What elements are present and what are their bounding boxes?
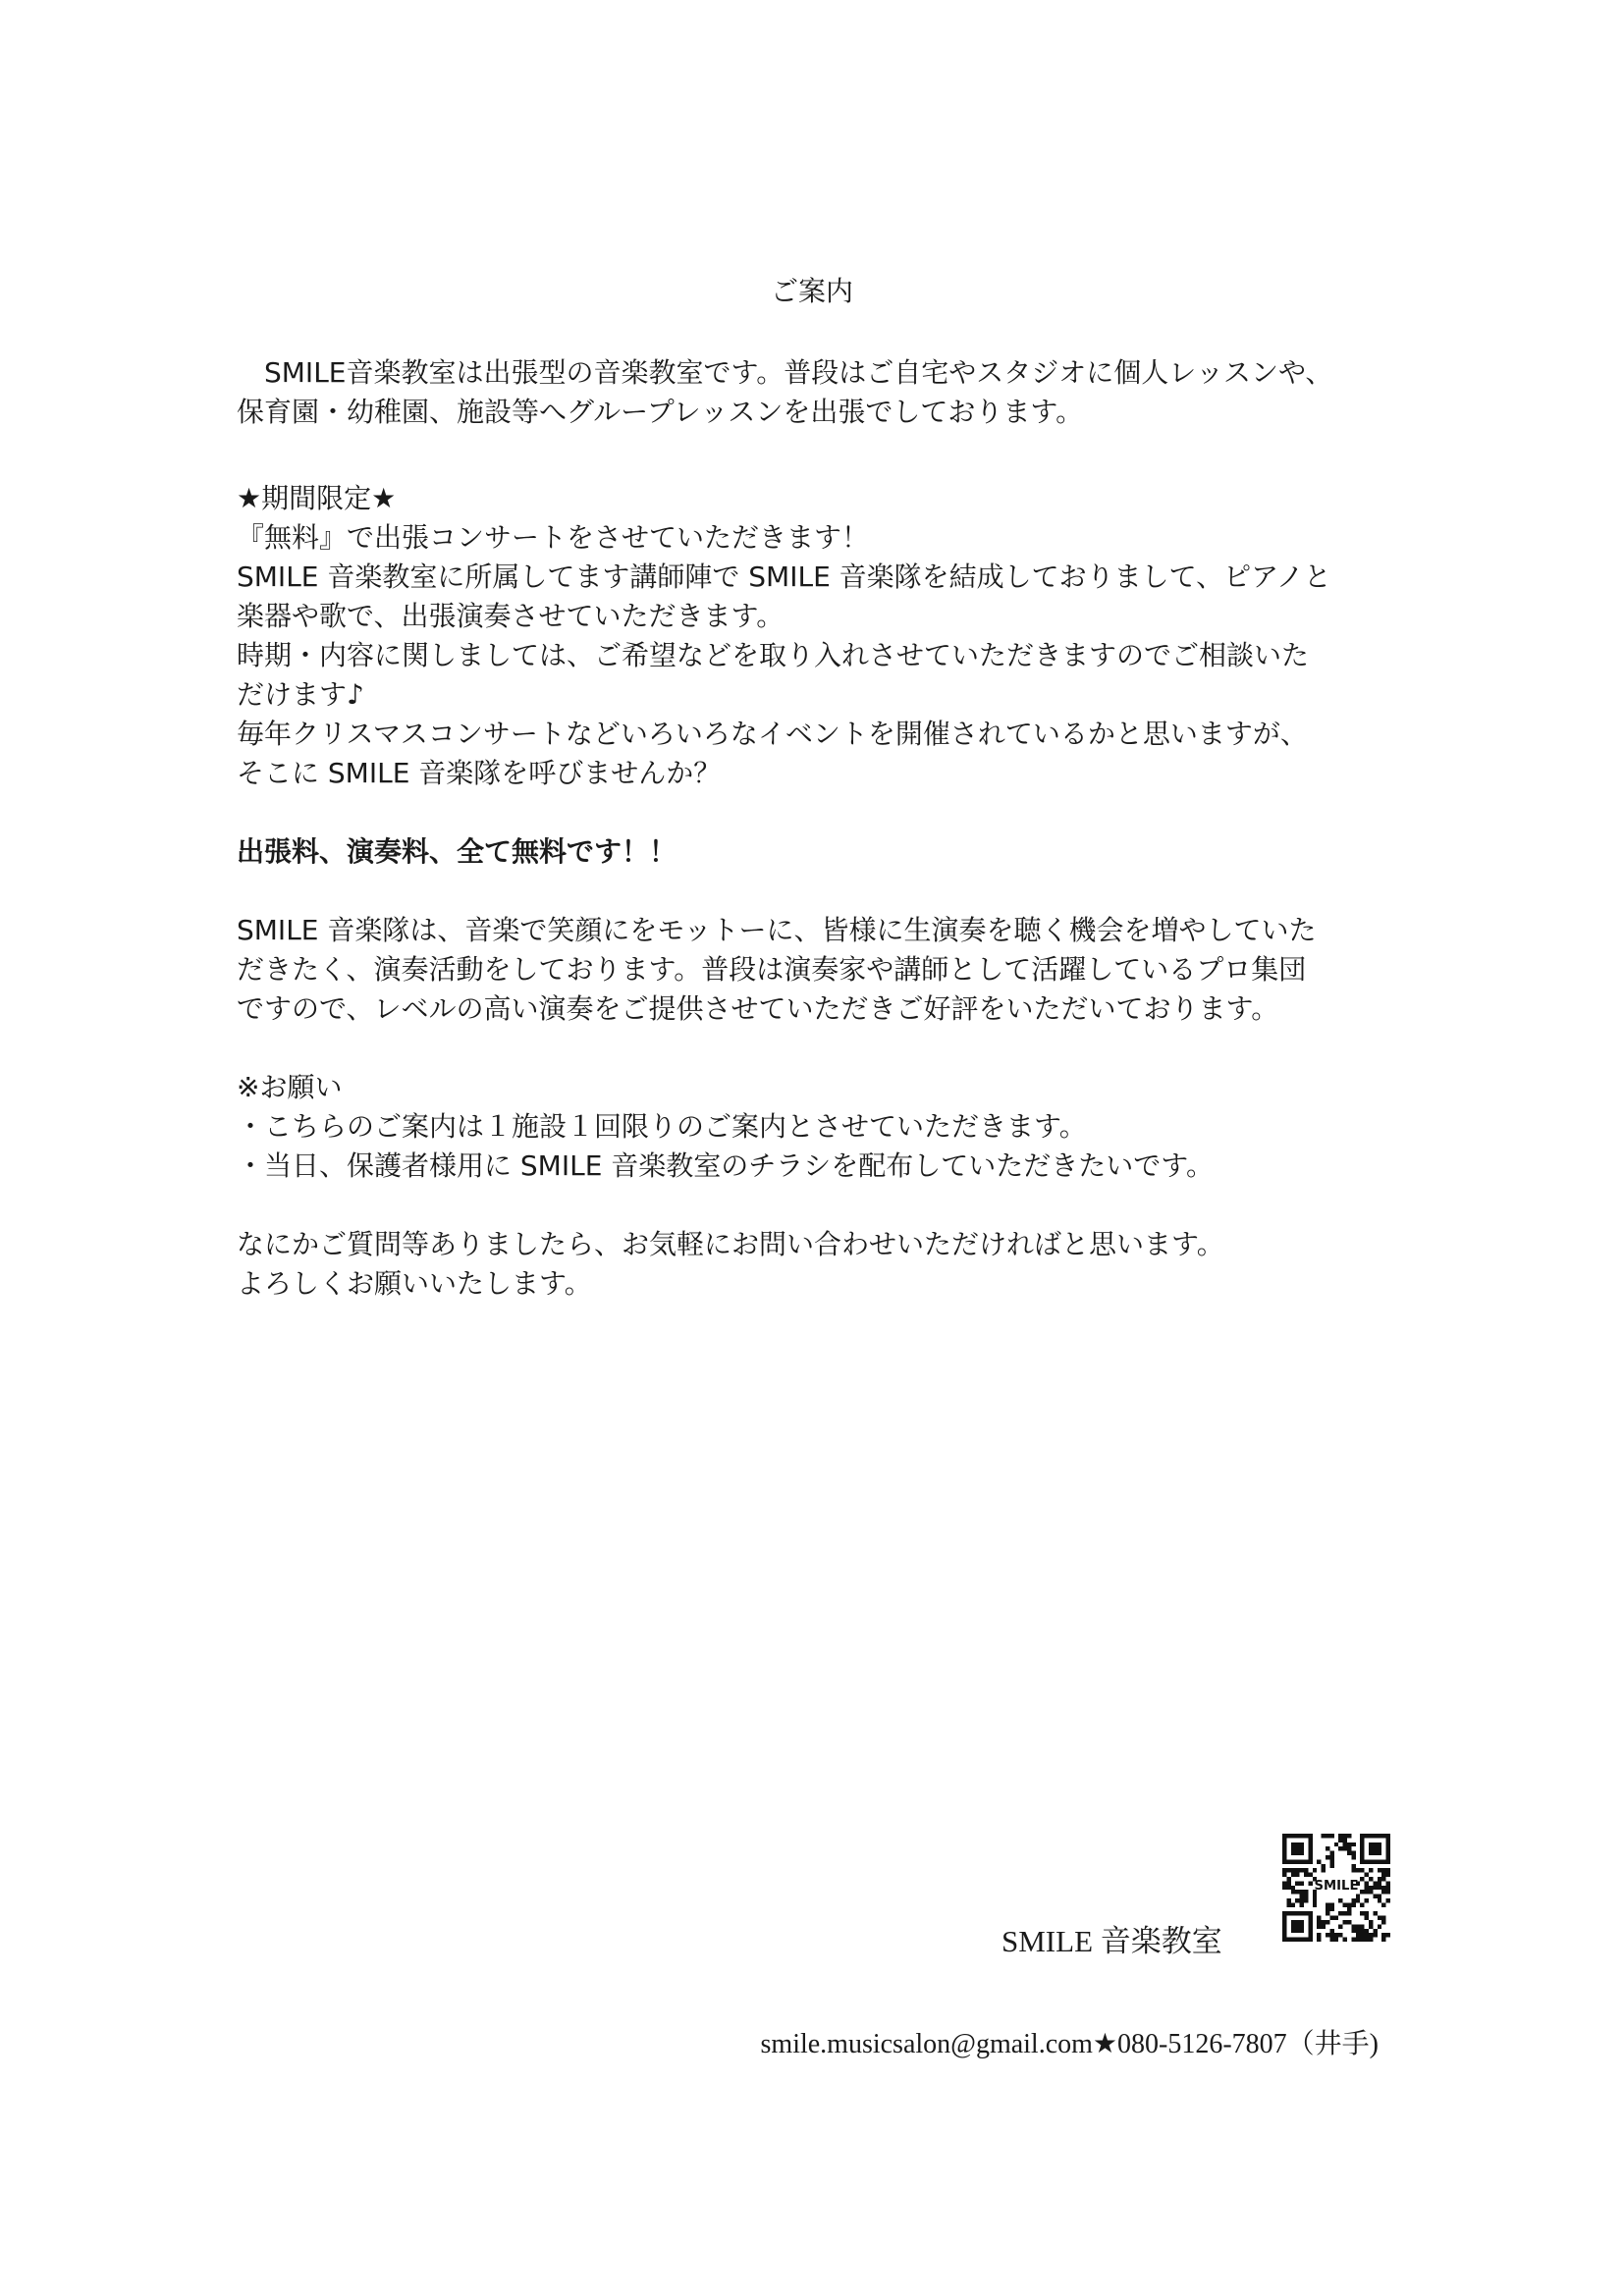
qr-module [1347, 1911, 1351, 1915]
qr-module [1360, 1933, 1364, 1937]
qr-module [1291, 1873, 1295, 1877]
qr-module [1317, 1859, 1321, 1863]
qr-module [1326, 1907, 1329, 1911]
qr-module [1329, 1851, 1333, 1855]
qr-finder [1291, 1920, 1304, 1933]
qr-module [1286, 1868, 1290, 1872]
qr-module [1343, 1842, 1347, 1846]
qr-module [1338, 1838, 1342, 1842]
qr-module [1373, 1929, 1377, 1933]
campaign-line: 毎年クリスマスコンサートなどいろいろなイベントを開催されているかと思いますが、 [237, 718, 1308, 750]
qr-module [1351, 1842, 1355, 1846]
qr-module [1334, 1933, 1338, 1937]
qr-module [1343, 1838, 1347, 1842]
qr-module [1351, 1938, 1355, 1942]
qr-module [1356, 1895, 1360, 1898]
qr-module [1351, 1855, 1355, 1859]
qr-module [1317, 1924, 1321, 1928]
qr-module [1356, 1898, 1360, 1902]
qr-module [1304, 1895, 1308, 1898]
qr-module [1365, 1916, 1369, 1920]
qr-module [1381, 1916, 1385, 1920]
qr-module [1386, 1890, 1390, 1894]
qr-module [1360, 1902, 1364, 1906]
qr-module [1356, 1868, 1360, 1872]
qr-module [1378, 1898, 1381, 1902]
qr-module [1373, 1881, 1377, 1885]
qr-module [1386, 1881, 1390, 1885]
qr-module [1326, 1902, 1329, 1906]
qr-module [1365, 1890, 1369, 1894]
qr-module [1373, 1886, 1377, 1890]
qr-module [1334, 1938, 1338, 1942]
qr-module [1369, 1877, 1373, 1881]
qr-module [1343, 1846, 1347, 1850]
qr-module [1334, 1842, 1338, 1846]
qr-module [1356, 1933, 1360, 1937]
qr-module [1286, 1898, 1290, 1902]
qr-module [1291, 1886, 1295, 1890]
qr-module [1369, 1890, 1373, 1894]
qr-module [1373, 1911, 1377, 1915]
qr-module [1365, 1898, 1369, 1902]
qr-module [1378, 1895, 1381, 1898]
qr-module [1326, 1920, 1329, 1924]
campaign-line: 時期・内容に関しましては、ご希望などを取り入れさせていただきますのでご相談いた [237, 639, 1310, 671]
campaign-line: だけます♪ [237, 678, 364, 711]
qr-module [1378, 1924, 1381, 1928]
qr-module [1386, 1886, 1390, 1890]
qr-module [1369, 1924, 1373, 1928]
campaign-line: そこに SMILE 音楽隊を呼びませんか？ [237, 757, 722, 789]
contact-info: smile.musicsalon@gmail.com★080-5126-7807（井手) [760, 2029, 1379, 2059]
qr-module [1300, 1890, 1304, 1894]
qr-module [1369, 1886, 1373, 1890]
qr-module [1329, 1855, 1333, 1859]
qr-module [1369, 1938, 1373, 1942]
qr-module [1356, 1929, 1360, 1933]
qr-module [1369, 1920, 1373, 1924]
qr-module [1286, 1881, 1290, 1885]
qr-module [1322, 1920, 1326, 1924]
paragraph-gap [237, 793, 1415, 832]
qr-module [1308, 1873, 1312, 1877]
qr-module [1347, 1842, 1351, 1846]
qr-module [1317, 1916, 1321, 1920]
qr-module [1338, 1834, 1342, 1838]
paragraph-gap [237, 1029, 1415, 1068]
qr-module [1338, 1933, 1342, 1937]
qr-module [1322, 1834, 1326, 1838]
qr-module [1360, 1929, 1364, 1933]
qr-module [1322, 1924, 1326, 1928]
qr-module [1386, 1933, 1390, 1937]
qr-module [1300, 1868, 1304, 1872]
qr-module [1286, 1886, 1290, 1890]
qr-module [1304, 1868, 1308, 1872]
qr-module [1308, 1881, 1312, 1885]
closing-line: よろしくお願いいたします。 [237, 1267, 592, 1300]
qr-module [1347, 1834, 1351, 1838]
qr-module [1378, 1886, 1381, 1890]
qr-module [1381, 1886, 1385, 1890]
qr-module [1300, 1898, 1304, 1902]
qr-module [1338, 1846, 1342, 1850]
request-heading: ※お願い [237, 1071, 343, 1103]
document-body [237, 353, 1415, 1304]
qr-module [1347, 1846, 1351, 1850]
qr-module [1360, 1911, 1364, 1915]
qr-module [1369, 1868, 1373, 1872]
qr-module [1386, 1868, 1390, 1872]
qr-module [1378, 1877, 1381, 1881]
campaign-line: 『無料』で出張コンサートをさせていただきます！ [237, 521, 870, 554]
qr-module [1317, 1920, 1321, 1924]
qr-module [1351, 1924, 1355, 1928]
qr-module [1317, 1933, 1321, 1937]
qr-module [1365, 1911, 1369, 1915]
qr-module [1343, 1911, 1347, 1915]
qr-module [1326, 1846, 1329, 1850]
qr-module [1322, 1864, 1326, 1868]
qr-module [1291, 1902, 1295, 1906]
qr-module [1329, 1902, 1333, 1906]
qr-module [1326, 1834, 1329, 1838]
free-statement: 出張料、演奏料、全て無料です！！ [237, 835, 677, 868]
qr-module [1381, 1920, 1385, 1924]
qr-module [1313, 1902, 1317, 1906]
qr-module [1365, 1938, 1369, 1942]
qr-module [1356, 1924, 1360, 1928]
qr-module [1329, 1859, 1333, 1863]
qr-module [1373, 1933, 1377, 1937]
qr-module [1313, 1868, 1317, 1872]
qr-module [1329, 1834, 1333, 1838]
qr-module [1282, 1868, 1286, 1872]
campaign-line: 楽器や歌で、出張演奏させていただきます。 [237, 600, 785, 632]
qr-module [1381, 1877, 1385, 1881]
qr-module [1378, 1868, 1381, 1872]
qr-module [1347, 1902, 1351, 1906]
qr-module [1295, 1868, 1299, 1872]
qr-module [1386, 1873, 1390, 1877]
qr-module [1381, 1938, 1385, 1942]
qr-module [1381, 1873, 1385, 1877]
qr-module [1291, 1868, 1295, 1872]
organization-name: SMILE 音楽教室 [1001, 1924, 1222, 1958]
qr-module [1365, 1886, 1369, 1890]
qr-module [1360, 1890, 1364, 1894]
qr-module [1356, 1938, 1360, 1942]
qr-module [1300, 1902, 1304, 1906]
qr-module [1300, 1881, 1304, 1885]
paragraph-gap [237, 1186, 1415, 1225]
qr-module [1338, 1911, 1342, 1915]
qr-module [1300, 1895, 1304, 1898]
qr-module [1322, 1868, 1326, 1872]
qr-module [1329, 1933, 1333, 1937]
qr-module [1360, 1924, 1364, 1928]
qr-module [1313, 1895, 1317, 1898]
paragraph-gap [237, 432, 1415, 479]
qr-module [1386, 1898, 1390, 1902]
qr-module [1295, 1890, 1299, 1894]
qr-module [1326, 1933, 1329, 1937]
campaign-heading: ★期間限定★ [237, 482, 397, 514]
request-item: ・当日、保護者様用に SMILE 音楽教室のチラシを配布していただきたいです。 [237, 1149, 1215, 1182]
qr-module [1351, 1929, 1355, 1933]
qr-module [1360, 1877, 1364, 1881]
qr-module [1313, 1898, 1317, 1902]
qr-module [1343, 1938, 1347, 1942]
qr-module [1286, 1902, 1290, 1906]
qr-module [1347, 1907, 1351, 1911]
qr-module [1295, 1881, 1299, 1885]
document-title: ご案内 [770, 275, 853, 307]
qr-module [1338, 1898, 1342, 1902]
qr-module [1326, 1911, 1329, 1915]
qr-module [1338, 1924, 1342, 1928]
qr-module [1369, 1933, 1373, 1937]
intro-line: 保育園・幼稚園、施設等へグループレッスンを出張でしております。 [237, 396, 1084, 428]
qr-label: SMILE [1314, 1878, 1359, 1894]
qr-finder [1369, 1842, 1381, 1855]
qr-module [1351, 1898, 1355, 1902]
qr-module [1351, 1868, 1355, 1872]
qr-module [1334, 1916, 1338, 1920]
qr-module [1365, 1881, 1369, 1885]
qr-module [1347, 1920, 1351, 1924]
qr-module [1378, 1881, 1381, 1885]
qr-module [1378, 1916, 1381, 1920]
qr-module [1381, 1902, 1385, 1906]
qr-module [1304, 1898, 1308, 1902]
qr-finder [1291, 1842, 1304, 1855]
paragraph-gap [237, 872, 1415, 911]
qr-module [1343, 1920, 1347, 1924]
qr-module [1282, 1873, 1286, 1877]
qr-code [1282, 1834, 1390, 1942]
qr-module [1329, 1916, 1333, 1920]
qr-module [1381, 1933, 1385, 1937]
qr-module [1304, 1890, 1308, 1894]
qr-module [1295, 1898, 1299, 1902]
qr-module [1360, 1938, 1364, 1942]
qr-module [1343, 1834, 1347, 1838]
qr-module [1295, 1873, 1299, 1877]
qr-module [1381, 1890, 1385, 1894]
qr-module [1381, 1868, 1385, 1872]
request-item: ・こちらのご案内は１施設１回限りのご案内とさせていただきます。 [237, 1110, 1087, 1143]
qr-module [1329, 1864, 1333, 1868]
qr-module [1360, 1868, 1364, 1872]
qr-module [1347, 1851, 1351, 1855]
about-line: SMILE 音楽隊は、音楽で笑顔にをモットーに、皆様に生演奏を聴く機会を増やしていた [237, 914, 1317, 946]
qr-module [1365, 1873, 1369, 1877]
qr-module [1351, 1902, 1355, 1906]
qr-module [1329, 1907, 1333, 1911]
campaign-line: SMILE 音楽教室に所属してます講師陣で SMILE 音楽隊を結成しておりまして、ピアノと [237, 561, 1331, 593]
about-line: だきたく、演奏活動をしております。普段は演奏家や講師として活躍しているプロ集団 [237, 953, 1307, 986]
qr-module [1291, 1890, 1295, 1894]
qr-module [1351, 1851, 1355, 1855]
qr-module [1304, 1873, 1308, 1877]
about-line: ですので、レベルの高い演奏をご提供させていただきご好評をいただいております。 [237, 992, 1279, 1025]
qr-module [1373, 1895, 1377, 1898]
qr-module [1365, 1929, 1369, 1933]
qr-module [1282, 1881, 1286, 1885]
qr-module [1282, 1886, 1286, 1890]
qr-module [1317, 1938, 1321, 1942]
qr-module [1329, 1929, 1333, 1933]
qr-module [1343, 1902, 1347, 1906]
qr-module [1326, 1855, 1329, 1859]
closing-line: なにかご質問等ありましたら、お気軽にお問い合わせいただければと思います。 [237, 1228, 1224, 1260]
qr-module [1329, 1938, 1333, 1942]
qr-module [1351, 1864, 1355, 1868]
qr-module [1286, 1877, 1290, 1881]
qr-module [1365, 1933, 1369, 1937]
intro-line: SMILE音楽教室は出張型の音楽教室です。普段はご自宅やスタジオに個人レッスンや、 [237, 356, 1333, 389]
